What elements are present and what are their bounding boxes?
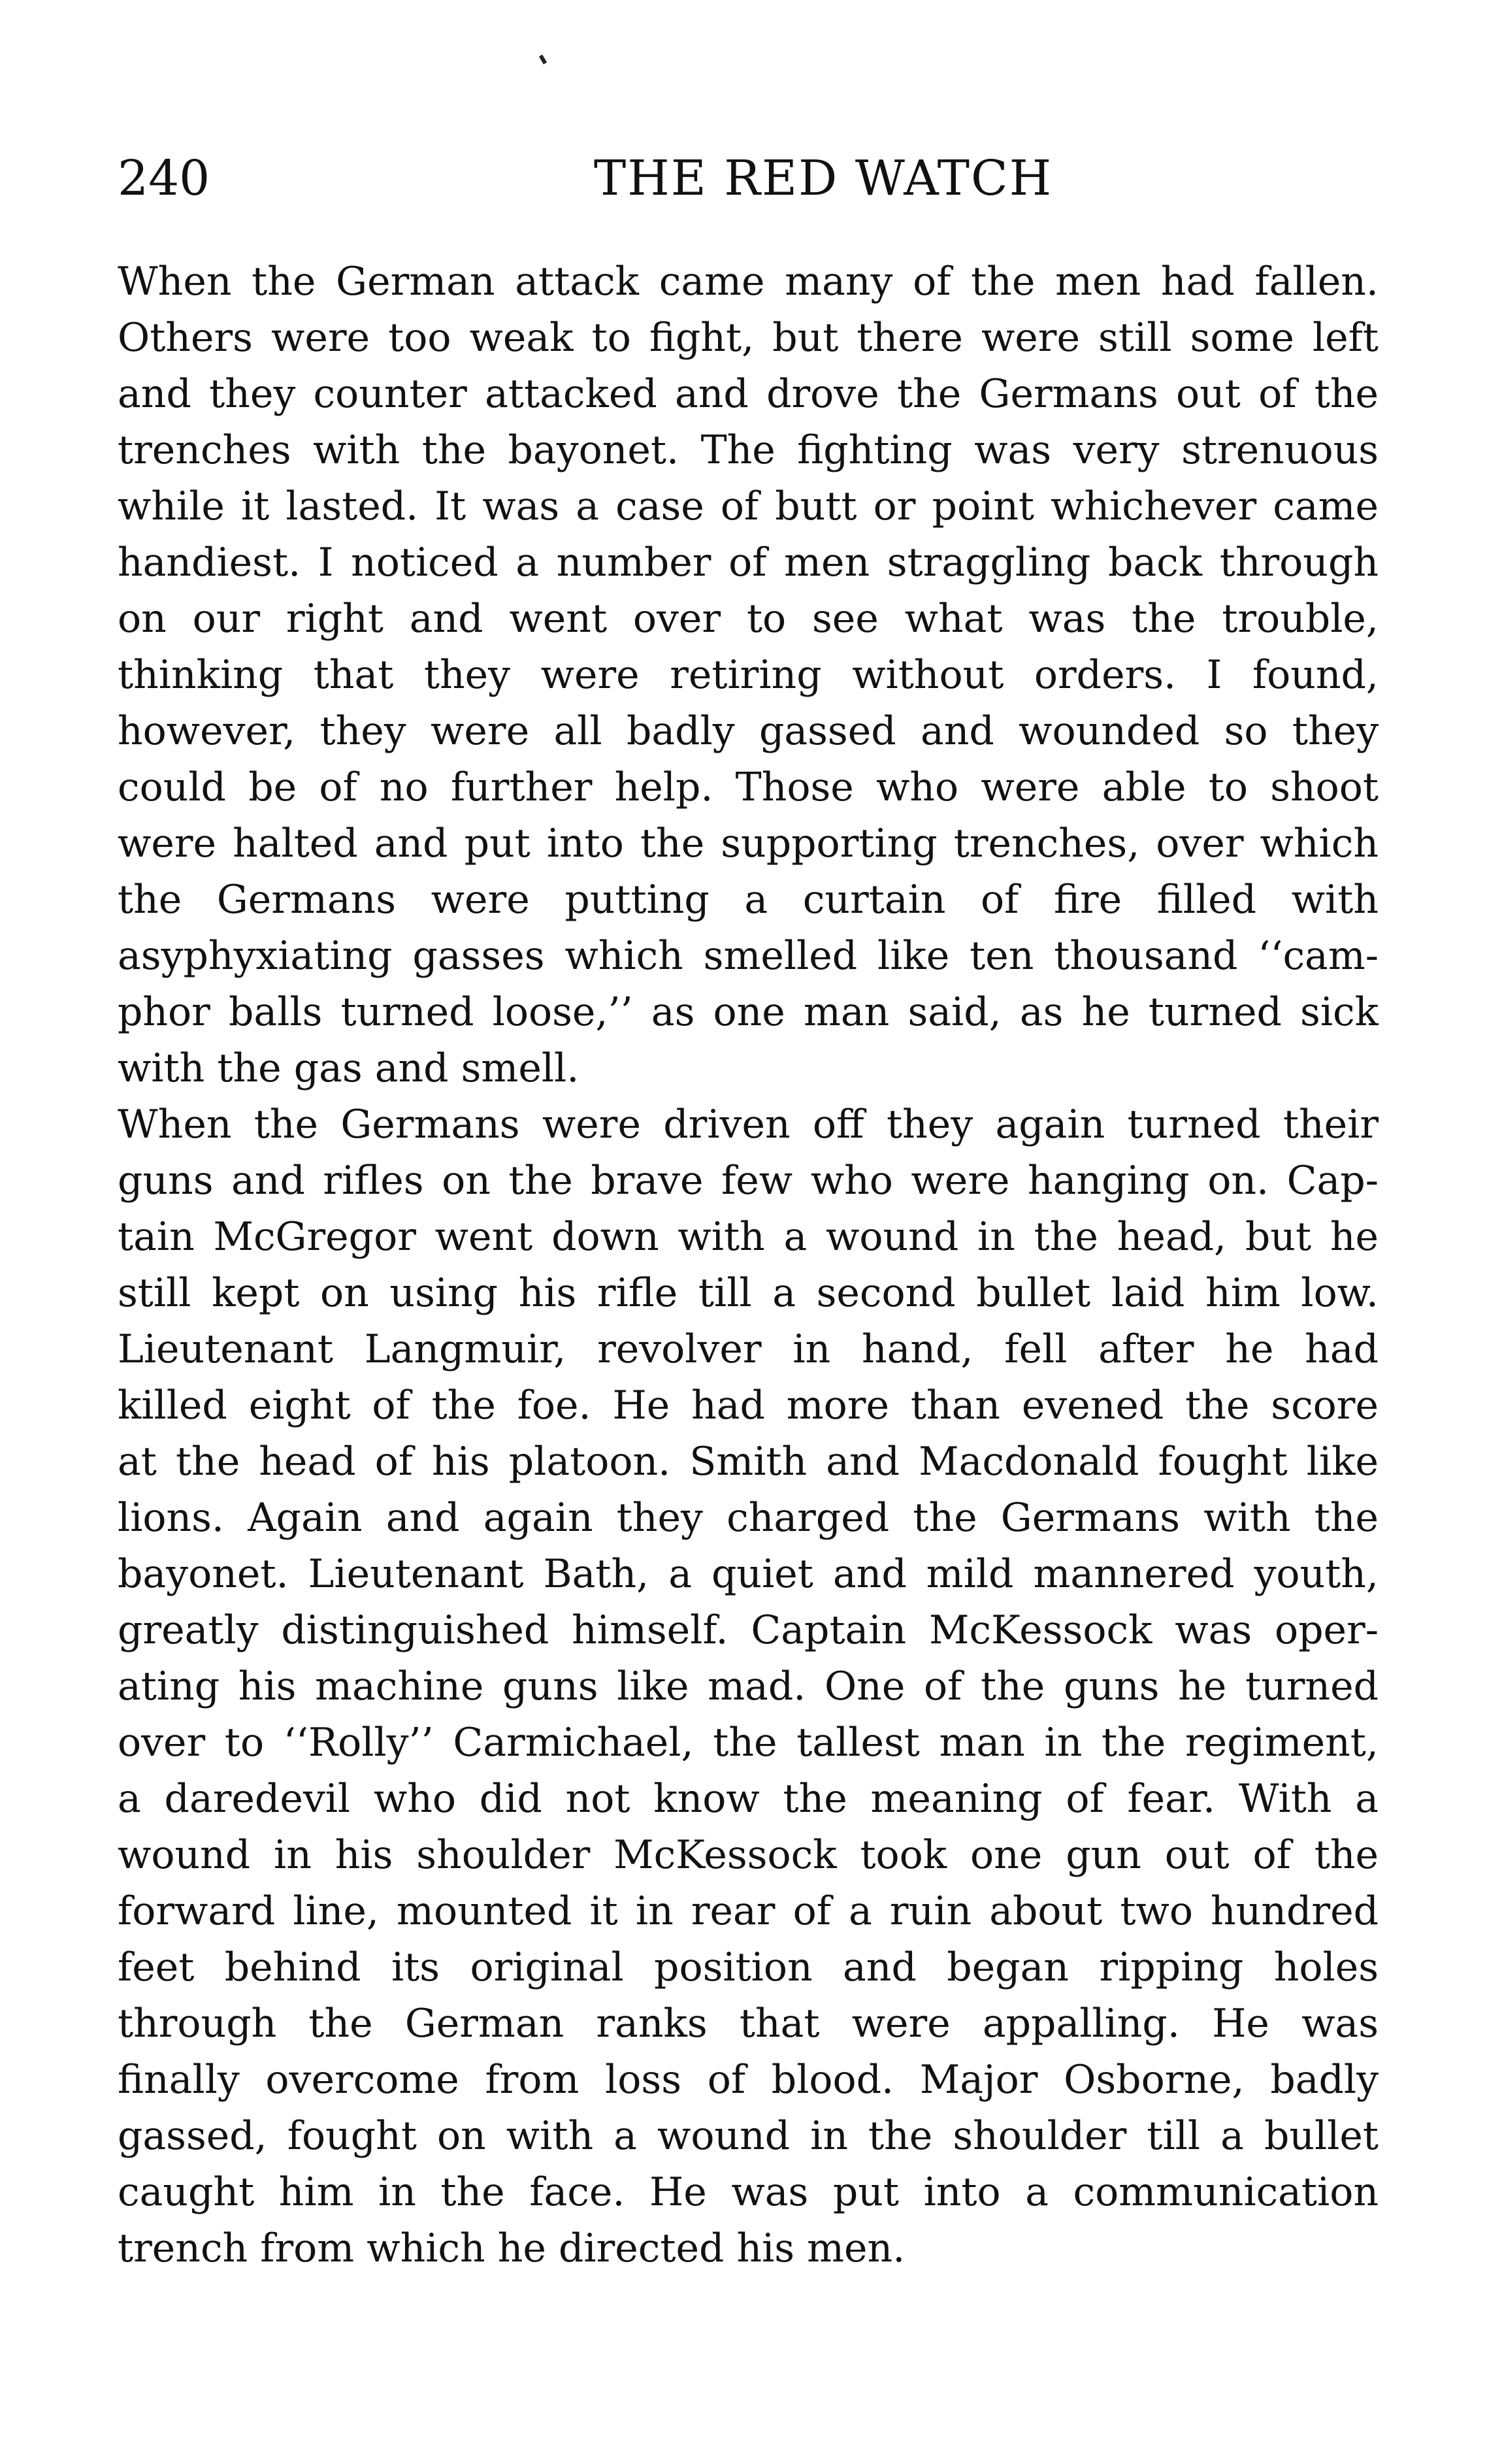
text-line: trench from which he directed his men. xyxy=(118,2226,906,2271)
page-number: 240 xyxy=(118,150,210,206)
paragraph xyxy=(118,1096,1379,2276)
text-line: the Germans were putting a curtain of fire filled with xyxy=(118,877,1379,923)
text-line: Lieutenant Langmuir, revolver in hand, fell after he had xyxy=(118,1326,1379,1372)
text-line: greatly distinguished himself. Captain McKessock was oper- xyxy=(118,1607,1379,1653)
text-line: a daredevil who did not know the meaning of fear. With a xyxy=(118,1776,1379,1822)
ink-speck xyxy=(539,54,547,64)
text-line: forward line, mounted it in rear of a ruin about two hundred xyxy=(118,1888,1379,1934)
text-line: gassed, fought on with a wound in the shoulder till a bullet xyxy=(118,2113,1379,2159)
text-line: asyphyxiating gasses which smelled like ten thousand ‘‘cam- xyxy=(118,933,1379,979)
text-line: and they counter attacked and drove the Germans out of the xyxy=(118,371,1379,417)
text-line: were halted and put into the supporting trenches, over which xyxy=(118,821,1379,866)
text-line: lions. Again and again they charged the Germans with the xyxy=(118,1495,1379,1541)
text-line: thinking that they were retiring without orders. I found, xyxy=(118,652,1379,698)
book-title: THE RED WATCH xyxy=(593,150,1053,206)
text-line: still kept on using his rifle till a second bullet laid him low. xyxy=(118,1270,1379,1316)
paragraph xyxy=(118,254,1379,1096)
text-line: handiest. I noticed a number of men straggling back through xyxy=(118,540,1379,585)
text-line: bayonet. Lieutenant Bath, a quiet and mild mannered youth, xyxy=(118,1551,1379,1597)
text-line: When the Germans were driven off they again turned their xyxy=(118,1102,1379,1147)
text-line: at the head of his platoon. Smith and Macdonald fought like xyxy=(118,1439,1379,1485)
text-line: feet behind its original position and began ripping holes xyxy=(118,1945,1379,1990)
text-line: killed eight of the foe. He had more than evened the score xyxy=(118,1383,1379,1428)
text-line: guns and rifles on the brave few who were hanging on. Cap- xyxy=(118,1158,1379,1204)
text-line: over to ‘‘Rolly’’ Carmichael, the tallest man in the regiment, xyxy=(118,1720,1379,1766)
text-line: while it lasted. It was a case of butt or point whichever came xyxy=(118,484,1379,529)
text-line: could be of no further help. Those who were able to shoot xyxy=(118,764,1379,810)
text-line: phor balls turned loose,’’ as one man said, as he turned sick xyxy=(118,989,1379,1035)
text-line: on our right and went over to see what was the trouble, xyxy=(118,596,1379,642)
body-text xyxy=(118,254,1379,2276)
text-line: wound in his shoulder McKessock took one gun out of the xyxy=(118,1832,1379,1878)
text-line: through the German ranks that were appalling. He was xyxy=(118,2001,1379,2046)
text-line: however, they were all badly gassed and wounded so they xyxy=(118,708,1379,754)
text-line: with the gas and smell. xyxy=(118,1045,580,1091)
running-head xyxy=(118,142,1379,221)
text-line: When the German attack came many of the men had fallen. xyxy=(118,259,1379,304)
text-line: finally overcome from loss of blood. Major Osborne, badly xyxy=(118,2057,1379,2103)
text-line: Others were too weak to fight, but there were still some left xyxy=(118,315,1379,361)
text-line: caught him in the face. He was put into a communication xyxy=(118,2169,1379,2215)
text-line: trenches with the bayonet. The fighting was very strenuous xyxy=(118,427,1379,473)
text-line: ating his machine guns like mad. One of the guns he turned xyxy=(118,1664,1379,1709)
text-line: tain McGregor went down with a wound in the head, but he xyxy=(118,1214,1379,1260)
